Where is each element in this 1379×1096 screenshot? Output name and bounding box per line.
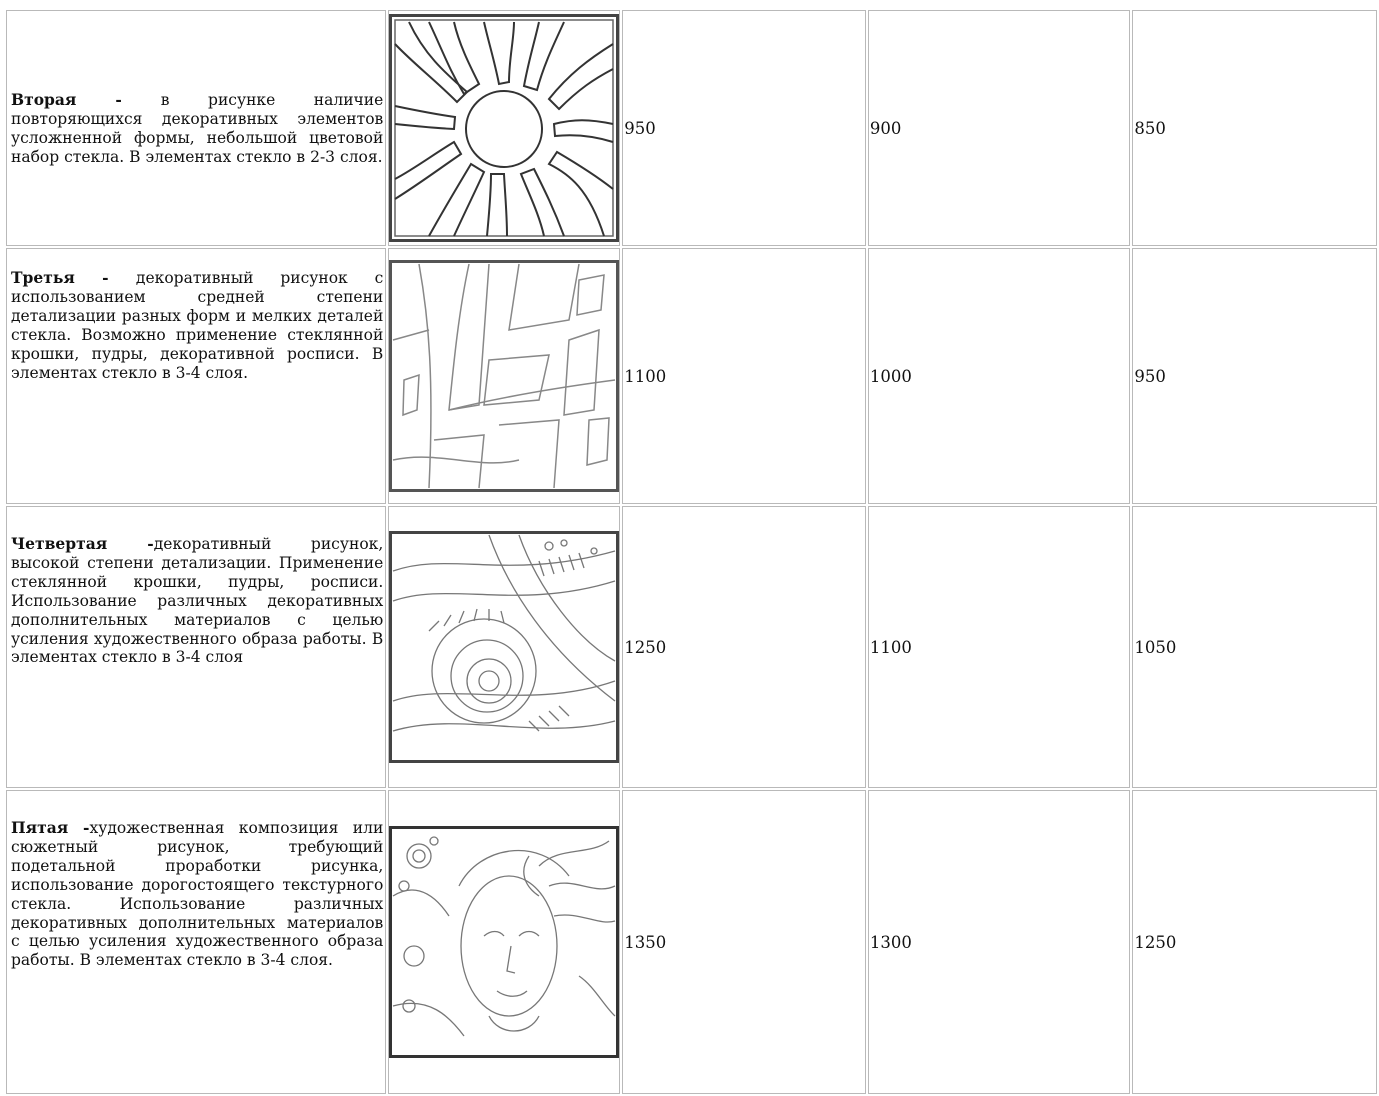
price-cell [622,248,866,504]
price-value: 1250 [624,637,667,657]
price-cell [622,790,866,1094]
price-table [4,8,1379,1096]
sketch-image [388,248,620,504]
stained-glass-sketch-face-icon [389,826,619,1058]
stained-glass-sketch-spiral-icon [389,531,619,763]
table-row [6,10,1377,246]
price-value: 1250 [1134,932,1177,952]
price-value: 1000 [869,366,912,386]
price-cell [868,506,1130,788]
price-cell [868,10,1130,246]
stained-glass-sketch-geometric-icon [389,260,619,492]
sketch-image [388,790,620,1094]
table-row [6,248,1377,504]
category-title: Четвертая [11,534,108,553]
table-row [6,790,1377,1094]
category-description: Пятая -художественная композиция или сюжетный рисунок, требующий подетальной проработки рисунка, использование дорогостоящего текстурного стекла. Использование различных декоративных дополнительных материалов с целью усиления художественного образа работы. В элементах стекло в 3-4 слоя. [6,790,386,1094]
category-description: Третья - декоративный рисунок с использованием средней степени детализации разных форм и мелких деталей стекла. Возможно применение стеклянной крошки, пудры, декоративной росписи. В элементах стекло в 3-4 слоя. [6,248,386,504]
stained-glass-sketch-sun-icon [389,14,619,242]
price-value: 850 [1134,118,1166,138]
category-text: художественная композиция или сюжетный рисунок, требующий подетальной проработки рисунка, использование дорогостоящего текстурного стекла. Использование различных декоративных дополнительных материалов с целью усиления художественного образа работы. В элементах стекло в 3-4 слоя. [11,819,384,970]
price-value: 950 [1134,366,1166,386]
sketch-image [388,506,620,788]
price-value: 1100 [869,637,912,657]
price-value: 1100 [624,366,667,386]
category-description: Четвертая -декоративный рисунок, высокой степени детализации. Применение стеклянной крошки, пудры, росписи. Использование различных декоративных дополнительных материалов с целью усиления художественного образа работы. В элементах стекло в 3-4 слоя [6,506,386,788]
category-description: Вторая - в рисунке наличие повторяющихся декоративных элементов усложненной формы, небольшой цветовой набор стекла. В элементах стекло в 2-3 слоя. [6,10,386,246]
price-value: 1350 [624,932,667,952]
category-title: Вторая [11,90,77,110]
price-value: 950 [624,118,656,138]
category-text: декоративный рисунок с использованием средней степени детализации разных форм и мелких деталей стекла. Возможно применение стеклянной крошки, пудры, декоративной росписи. В элементах стекло в 3-4 слоя. [11,269,384,382]
category-title: Пятая [11,818,69,837]
price-cell [868,248,1130,504]
price-cell [1132,248,1377,504]
price-value: 1300 [869,932,912,952]
category-text: в рисунке наличие повторяющихся декоративных элементов усложненной формы, небольшой цветовой набор стекла. В элементах стекло в 2-3 слоя. [11,91,384,166]
price-cell [622,10,866,246]
category-text: декоративный рисунок, высокой степени детализации. Применение стеклянной крошки, пудры, росписи. Использование различных декоративных дополнительных материалов с целью усиления художественного образа работы. В элементах стекло в 3-4 слоя [11,535,384,667]
price-cell [868,790,1130,1094]
price-value: 1050 [1134,637,1177,657]
category-title: Третья [11,268,75,287]
sketch-image [388,10,620,246]
price-cell [1132,10,1377,246]
price-value: 900 [869,118,902,138]
price-cell [1132,506,1377,788]
table-row [6,506,1377,788]
price-cell [1132,790,1377,1094]
price-cell [622,506,866,788]
